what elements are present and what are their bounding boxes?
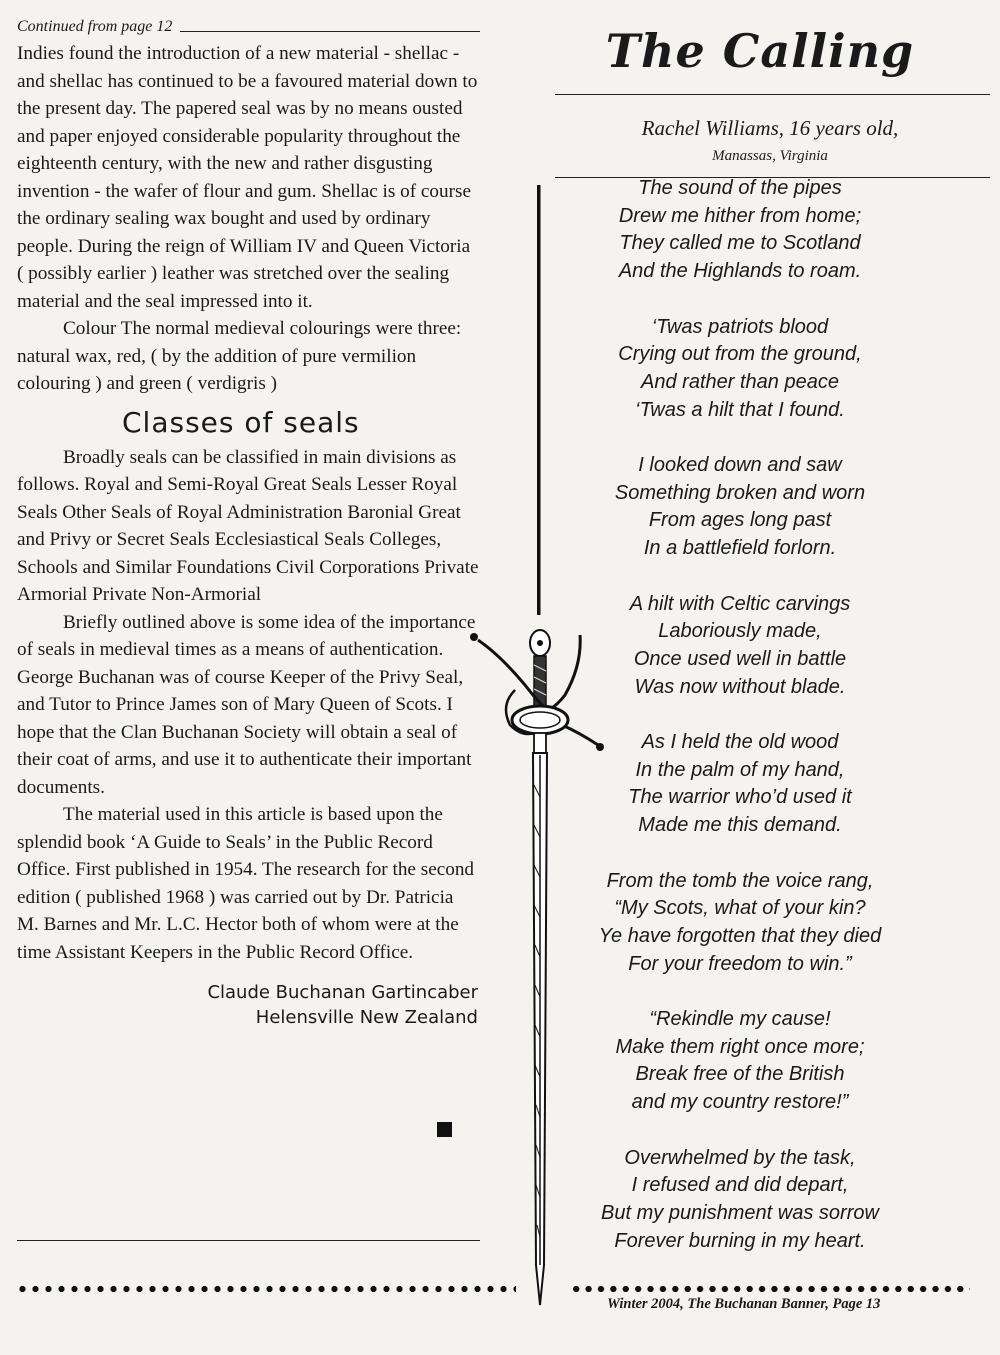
- author-place: Helensville New Zealand: [255, 1007, 478, 1028]
- poem-line: Overwhelmed by the task,: [624, 1146, 856, 1169]
- poem-line: Ye have forgotten that they died: [598, 924, 882, 947]
- poem-line: For your freedom to win.”: [628, 952, 852, 975]
- dotted-divider: [570, 1284, 970, 1294]
- poem-line: As I held the old wood: [641, 731, 839, 753]
- poem-line: Drew me hither from home;: [618, 204, 862, 227]
- poem-stanza: [555, 591, 925, 702]
- poem-line: Laboriously made,: [658, 620, 822, 643]
- poem-line: Break free of the British: [635, 1063, 845, 1086]
- poem-line: Made me this demand.: [638, 814, 842, 837]
- poem-line: “My Scots, what of your kin?: [614, 897, 866, 920]
- poem-line: And rather than peace: [641, 370, 839, 393]
- poem-line: In the palm of my hand,: [635, 758, 845, 781]
- poem-stanza: [555, 175, 925, 286]
- poem-line: From ages long past: [648, 509, 832, 532]
- title-rule: [555, 94, 990, 95]
- poem-line: I looked down and saw: [638, 454, 842, 476]
- poem-line: The warrior who’d used it: [628, 786, 852, 809]
- poem-line: Make them right once more;: [615, 1035, 865, 1058]
- poem-stanza: [555, 1145, 925, 1256]
- poem-author: Rachel Williams, 16 years old,: [641, 116, 899, 140]
- poem-line: ‘Twas patriots blood: [651, 315, 829, 338]
- article-paragraph: Indies found the introduction of a new material - shellac - and shellac has continued to be a favoured material down to the present day. The papered seal was by no means ousted and paper enjoyed considerable popularity throughout the eighteenth century, with the new and rather disgusting invention - the wafer of flour and gum. Shellac is of course the ordinary sealing wax bought and used by ordinary people. During the reign of William IV and Queen Victoria ( possibly earlier ) leather was stretched over the sealing material and the seal impressed into it.: [17, 43, 478, 312]
- poem-line: “Rekindle my cause!: [649, 1008, 831, 1030]
- poem-line: But my punishment was sorrow: [601, 1201, 879, 1224]
- page-footer: Winter 2004, The Buchanan Banner, Page 13: [607, 1296, 881, 1312]
- poem-stanza: [555, 1006, 925, 1117]
- article-paragraph: Briefly outlined above is some idea of the importance of seals in medieval times as a means of authentication. George Buchanan was of course Keeper of the Privy Seal, and Tutor to Prince James son of Mary Queen of Scots. I hope that the Clan Buchanan Society will obtain a seal of their coat of arms, and use it to authenticate their important documents.: [17, 611, 476, 798]
- continued-label: Continued from page 12: [17, 18, 180, 36]
- article-paragraph: The material used in this article is based upon the splendid book ‘A Guide to Seals’ in the Public Record Office. First published in 1954. The research for the second edition ( published 1968 ) was carried out by Dr. Patricia M. Barnes and Mr. L.C. Hector both of whom were at the time Assistant Keepers in the Public Record Office.: [17, 804, 475, 963]
- column-rule: [17, 1240, 480, 1241]
- poem-header: [530, 18, 970, 164]
- poem-line: ‘Twas a hilt that I found.: [635, 398, 845, 421]
- poem-title: The Calling: [605, 24, 915, 78]
- end-of-article-mark: [437, 1122, 452, 1137]
- poem-line: The sound of the pipes: [638, 177, 842, 199]
- poem-stanza: [555, 452, 925, 563]
- article-paragraph: Broadly seals can be classified in main divisions as follows. Royal and Semi-Royal Great Seals Lesser Royal Seals Other Seals of Royal Administration Baronial Great and Privy or Secret Seals Ecclesiastical Seals Colleges, Schools and Similar Foundations Civil Corporations Private Armorial Private Non-Armorial: [17, 446, 479, 605]
- poem-line: Crying out from the ground,: [618, 343, 862, 366]
- poem-line: And the Highlands to roam.: [618, 260, 862, 283]
- poem-line: Once used well in battle: [633, 647, 847, 670]
- poem-line: In a battlefield forlorn.: [643, 537, 837, 560]
- poem-line: and my country restore!”: [631, 1091, 849, 1114]
- poem-line: Something broken and worn: [614, 481, 866, 504]
- poem-line: They called me to Scotland: [619, 232, 861, 255]
- article-body: [17, 40, 480, 966]
- poem-author-place: Manassas, Virginia: [712, 148, 828, 164]
- article-author: [17, 980, 480, 1030]
- poem-stanza: [555, 868, 925, 979]
- poem-line: From the tomb the voice rang,: [606, 869, 874, 892]
- poem-line: A hilt with Celtic carvings: [629, 592, 851, 615]
- section-heading: Classes of seals: [122, 405, 360, 439]
- poem-line: I refused and did depart,: [631, 1174, 849, 1197]
- article-column: [17, 18, 480, 1030]
- poem-stanza: [555, 314, 925, 425]
- poem-line: Was now without blade.: [634, 675, 846, 698]
- poem-line: Forever burning in my heart.: [614, 1229, 866, 1252]
- poem-stanza: [555, 729, 925, 840]
- continued-note: [17, 18, 480, 40]
- author-name: Claude Buchanan Gartincaber: [207, 982, 478, 1003]
- poem-body: [555, 175, 925, 1283]
- article-paragraph: Colour The normal medieval colourings were three: natural wax, red, ( by the addition of pure vermilion colouring ) and green ( verdigris ): [17, 318, 462, 394]
- dotted-divider: [16, 1284, 516, 1294]
